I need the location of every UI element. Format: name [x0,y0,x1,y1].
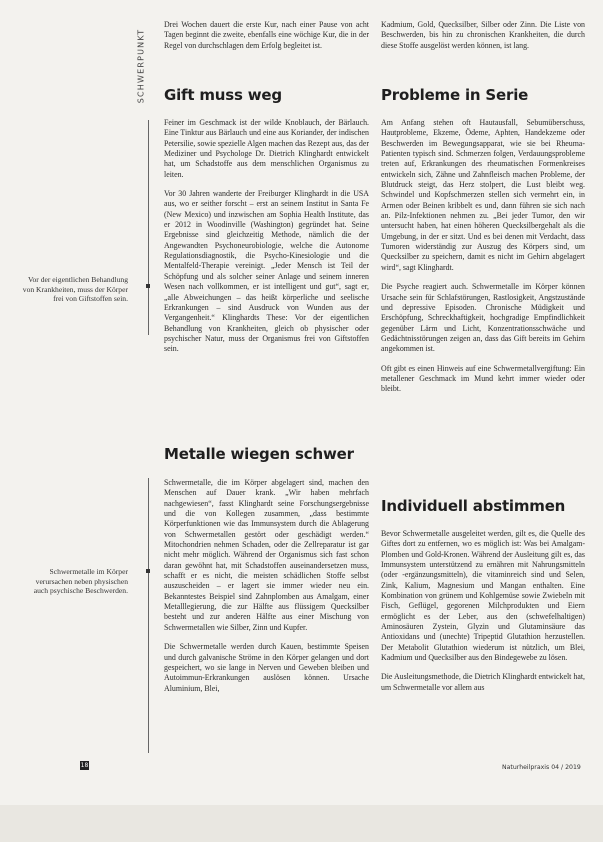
page-bottom-margin [0,805,603,842]
magazine-footer: Naturheilpraxis 04 / 2019 [502,764,581,771]
bullet-square-2 [146,569,150,573]
right-section2-body [381,529,585,693]
paragraph: Die Psyche reagiert auch. Schwermetalle im Körper können Ursache sein für Schlafstörungen, Rastlosigkeit, Angstzustände und depressive Episoden. Chronische Müdigkeit und Erschöpfung, Schreckhaftigkeit, hochgradige Empfindlichkeit gegenüber Lärm und Licht, Konzentrationsschwäche und Gedächtnisstörungen zeigen an, dass das Gift bereits im Gehirn angekommen ist. [381,282,585,354]
heading-gift-muss-weg: Gift muss weg [164,86,282,104]
right-column-intro [381,20,585,51]
sidebar-note-2: Schwermetalle im Körper verursachen neben physischen auch psychische Beschwerden. [33,567,128,596]
heading-probleme-in-serie: Probleme in Serie [381,86,529,104]
paragraph: Feiner im Geschmack ist der wilde Knoblauch, der Bärlauch. Eine Tinktur aus Bärlauch und eine aus Koriander, der indischen Petersilie, sowie spezielle Algen machen das Rezept aus, das der Mediziner und Psychologe Dr. Dietrich Klinghardt entwickelt hat, um Schadstoffe aus dem menschlichen Organismus zu leiten. [164,118,369,179]
column-rule-top [148,120,149,335]
left-section2-body [164,478,369,694]
left-column-intro [164,20,369,51]
paragraph: Bevor Schwermetalle ausgeleitet werden, gilt es, die Quelle des Giftes dort zu entfernen, wo es möglich ist: Was bei Amalgam-Plomben und Gold-Kronen. Während der Ausleitung gilt es, das Immunsystem unterstützend zu ernähren mit Nahrungsmitteln (oder -ergänzungsmitteln), die vitaminreich sind und Selen, Zink, Kalium, Magnesium und Mangan enthalten. Eine Kombination von grünem und Kohlgemüse sowie Zwiebeln mit Fisch, Geflügel, gegorenen Milchprodukten und Eiern ermöglicht es der Leber, aus den (schwefelhaltigen) Aminosäuren Zystein, Glyzin und Glutaminsäure das Antioxidans und (unechte) Tripeptid Glutathion herzustellen. Der Metabolit Glutathion wiederum ist nützlich, um Blei, Kadmium und Quecksilber aus den Bindegewebe zu lösen. [381,529,585,663]
paragraph: Die Ausleitungsmethode, die Dietrich Klinghardt entwickelt hat, um Schwermetalle vor allem aus [381,672,585,692]
bullet-square-1 [146,284,150,288]
paragraph: Vor 30 Jahren wanderte der Freiburger Klinghardt in die USA aus, wo er seither forscht – erst an seinem Institut in Santa Fe (New Mexico) und inzwischen am Sophia Health Institute, das er 2012 in Woodinville (Washington) gegründet hat. Seine Ergebnisse sind gleichzeitig Methode, nämlich die der Angewandten Psychoneurobiologie, welche die Autonome Regulationsdiagnostik, die Psycho-Kinesiologie und die Mentalfeld-Therapie vereinigt. „Jeder Mensch ist Teil der Schöpfung und als solcher seiner Anlage und seinem inneren Wesen nach vollkommen, er ist intelligent und gut“, sagt er, „alle Abweichungen – das heißt körperliche und seelische Erkrankungen – sind Ausdruck von Wunden aus der Vergangenheit.“ Klinghardts These: Vor der eigentlichen Behandlung von Krankheiten, gleich ob physischer oder psychischer Natur, muss der Organismus frei von Giftstoffen sein. [164,189,369,354]
page-number: 18 [80,762,89,769]
intro-paragraph: Drei Wochen dauert die erste Kur, nach einer Pause von acht Tagen beginnt die zweite, ebenfalls eine wöchige Kur, die in der Regel von durchschlagen dem Erfolg begleitet ist. [164,20,369,50]
paragraph: Schwermetalle, die im Körper abgelagert sind, machen den Menschen auf Dauer krank. „Wir haben mehrfach nachgewiesen“, fasst Klinghardt seine Forschungsergebnisse und die von Kollegen zusammen, „dass bestimmte Körperfunktionen wie das Immunsystem durch die Ablagerung von Schwermetallen gestört oder geschädigt werden.“ Mitochondrien nehmen Schaden, oder die Zellreparatur ist gar nicht mehr möglich. Während der Organismus sich fast schon daran gewöhnt hat, mit Schadstoffen auseinandersetzen muss, schafft er es nicht, die meisten schädlichen Stoffe selbst auszuscheiden – er lagert sie immer wieder neu ein. Bekanntestes Beispiel sind Zahnplomben aus Amalgam, einer Metalllegierung, die zur Hälfte aus flüssigem Quecksilber besteht und zur anderen Hälfte aus einer Mischung von Schwermetallen wie Silber, Zinn und Kupfer. [164,478,369,632]
column-rule-bottom [148,478,149,753]
paragraph: Oft gibt es einen Hinweis auf eine Schwermetallvergiftung: Ein metallener Geschmack im Mund kehrt immer wieder oder bleibt. [381,363,585,394]
left-section1-body [164,118,369,355]
paragraph: Die Schwermetalle werden durch Kauen, bestimmte Speisen und durch galvanische Ströme in den Körper gelangen und dort gespeichert, wo sie lange in Nerven und Geweben bleiben und Autoimmun-Erkrankungen auslösen können. Ursache Aluminium, Blei, [164,642,369,693]
intro-paragraph: Kadmium, Gold, Quecksilber, Silber oder Zinn. Die Liste von Beschwerden, bis hin zu chronischen Krankheiten, die durch diese Stoffe ausgelöst werden können, ist lang. [381,20,585,50]
section-label [134,18,148,113]
heading-individuell-abstimmen: Individuell abstimmen [381,497,566,515]
sidebar-note-1: Vor der eigentlichen Behandlung von Krankheiten, muss der Körper frei von Giftstoffen sein. [22,275,128,304]
section-label-text: SCHWERPUNKT [136,28,146,103]
paragraph: Am Anfang stehen oft Hautausfall, Sebumüberschuss, Hautprobleme, Ekzeme, Ödeme, Aphten, Handekzeme oder Beschwerden im Bewegungsapparat, wie sie bei Rheuma-Patienten typisch sind. Schmerzen folgen, Verdauungsprobleme treten auf, Erkrankungen des rheumatischen Formenkreises entwickeln sich, Zähne und Zahnfleisch machen Probleme, der Blutdruck steigt, das Herz stolpert, die Lust bleibt weg. Schwindel und Kopfschmerzen stellen sich vermehrt ein, in Armen oder Beinen kribbelt es und, dann führen sie sich nach an. Pilz-Infektionen nehmen zu. „Bei jeder Tumor, den wir untersucht haben, hat einen höheren Quecksilbergehalt als die Umgebung, in der er sitzt. Und es bei denen mit Verdacht, dass Tumoren widerständig zur Auszug des Körpers sind, um Quecksilber zu speichern, damit es nicht im Gehirn abgelagert wird“, sagt Klinghardt. [381,118,585,272]
right-section1-body [381,118,585,395]
heading-metalle-wiegen-schwer: Metalle wiegen schwer [164,445,354,463]
